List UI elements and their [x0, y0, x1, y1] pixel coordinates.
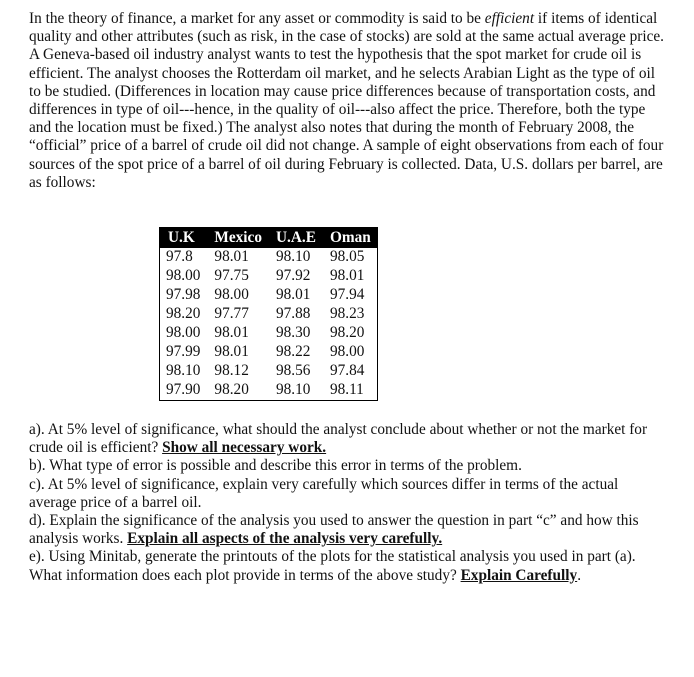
table-cell: 98.01 [276, 286, 311, 304]
table-cell: 97.98 [166, 286, 201, 304]
oil-price-table [159, 227, 378, 401]
table-cell: 98.01 [329, 267, 365, 285]
header-uk: U.K [160, 228, 207, 249]
table-cell: 98.01 [214, 248, 249, 266]
table-cell: 98.20 [166, 305, 201, 323]
document-page [29, 10, 669, 192]
table-cell: 98.20 [329, 324, 365, 342]
table-cell: 97.92 [276, 267, 311, 285]
table-cell: 98.23 [329, 305, 365, 323]
table-cell: 98.10 [166, 362, 201, 380]
table-cell: 98.30 [276, 324, 311, 342]
table-row [160, 324, 378, 343]
table-cell: 98.56 [276, 362, 311, 380]
question-e-text: e). Using Minitab, generate the printouts of the plots for the statistical analysis you used in part (a). What information does each plot provide in terms of the above study? [29, 548, 636, 584]
table-row [160, 305, 378, 324]
question-e-end: . [577, 566, 582, 584]
table-cell: 97.88 [276, 305, 311, 323]
table-cell: 97.99 [166, 343, 201, 361]
header-oman: Oman [322, 228, 377, 249]
question-a-text: a). At 5% level of significance, what should the analyst conclude about whether or not the market for crude oil is efficient? [29, 421, 648, 457]
question-d-emphasis: Explain all aspects of the analysis very carefully. [127, 530, 443, 548]
intro-paragraph [29, 10, 669, 192]
table-cell: 98.12 [214, 362, 249, 380]
question-c [29, 476, 669, 512]
table-row [160, 381, 378, 401]
table-row [160, 343, 378, 362]
table-row [160, 248, 378, 267]
table-row [160, 362, 378, 381]
table-cell: 97.90 [166, 381, 201, 399]
table-cell: 97.77 [214, 305, 249, 323]
table-header-row [160, 228, 378, 249]
table-cell: 98.05 [329, 248, 365, 266]
table-cell: 98.10 [276, 381, 311, 399]
table-cell: 98.20 [214, 381, 249, 399]
question-b [29, 457, 669, 475]
intro-text-part1: In the theory of finance, a market for any asset or commodity is said to be [29, 10, 485, 27]
table-cell: 98.00 [214, 286, 249, 304]
table-cell: 97.8 [166, 248, 193, 266]
question-d [29, 512, 669, 548]
table-cell: 97.94 [329, 286, 365, 304]
question-a-emphasis: Show all necessary work. [162, 439, 327, 457]
table-cell: 98.00 [166, 324, 201, 342]
header-uae: U.A.E [268, 228, 322, 249]
table-cell: 97.84 [329, 362, 365, 380]
question-c-text: c). At 5% level of significance, explain very carefully which sources differ in terms of the actual average price of a barrel oil. [29, 475, 619, 511]
header-mexico: Mexico [206, 228, 268, 249]
intro-text-part2: if items of identical quality and other attributes (such as risk, in the case of stocks) are sold at the same actual average price. A Geneva-based oil industry analyst wants to test the hypothesis that the spot market for crude oil is efficient. The analyst chooses the Rotterdam oil market, and he selects Arabian Light as the type of oil to be studied. (Differences in location may cause price differences because of transportation costs, and differences in type of oil---hence, in the quality of oil---also affect the price. Therefore, both the type and the location must be fixed.) The analyst also notes that during the month of February 2008, the “official” price of a barrel of crude oil did not change. A sample of eight observations from each of four sources of the spot price of a barrel of oil during February is collected. Data, U.S. dollars per barrel, are as follows: [29, 10, 665, 191]
table-cell: 98.00 [329, 343, 365, 361]
question-e-emphasis: Explain Carefully [460, 566, 578, 584]
table-cell: 98.00 [166, 267, 201, 285]
table-cell: 98.11 [329, 381, 364, 399]
table-cell: 97.75 [214, 267, 249, 285]
table-row [160, 286, 378, 305]
question-d-text: d). Explain the significance of the analysis you used to answer the question in part “c” and how this analysis works. [29, 512, 639, 548]
question-b-text: b). What type of error is possible and describe this error in terms of the problem. [29, 457, 522, 475]
table-cell: 98.01 [214, 343, 249, 361]
table-cell: 98.22 [276, 343, 311, 361]
intro-emphasis-efficient: efficient [484, 10, 535, 27]
table-row [160, 267, 378, 286]
question-a [29, 421, 669, 457]
questions-section [29, 421, 669, 585]
table-cell: 98.01 [214, 324, 249, 342]
data-table-container [159, 227, 378, 401]
question-e [29, 548, 669, 584]
table-cell: 98.10 [276, 248, 311, 266]
